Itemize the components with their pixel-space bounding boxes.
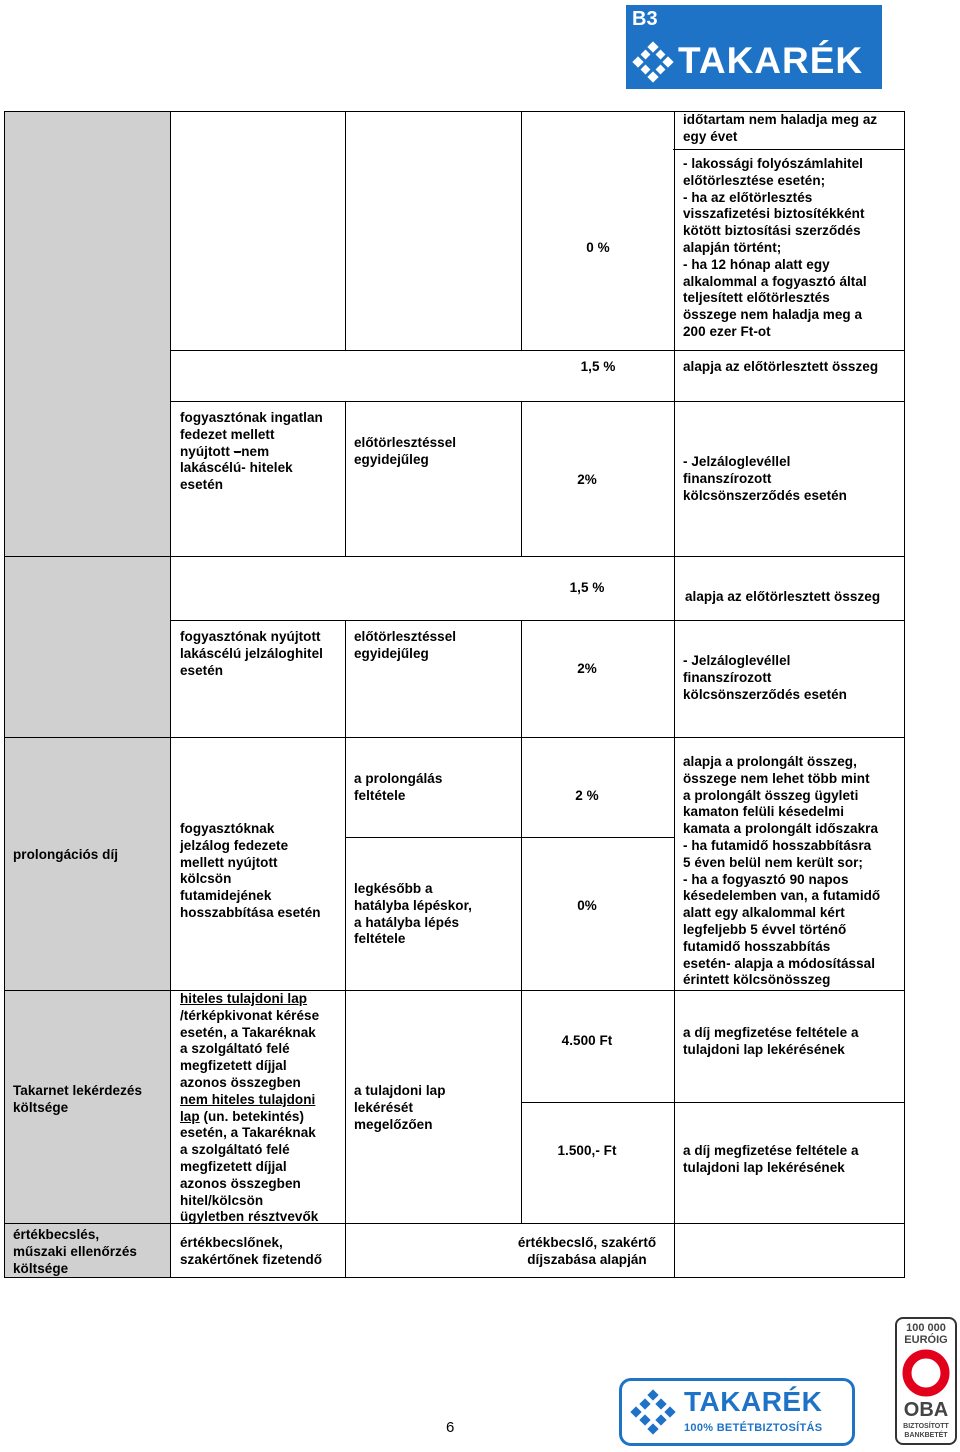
fee-rate-2-second: 2%	[577, 661, 597, 676]
fee-uncertified-extract: 1.500,- Ft	[557, 1143, 617, 1158]
condition-duration: időtartam nem haladja meg az egy évet	[683, 112, 878, 144]
fee-rate-1-5-second: 1,5 %	[569, 580, 605, 595]
oba-badge	[895, 1317, 957, 1445]
logo-brand-text: TAKARÉK	[678, 40, 864, 81]
oba-currency: EURÓIG	[904, 1334, 948, 1346]
takarnet-timing: a tulajdoni lap lekérését megelőzően	[354, 1083, 446, 1132]
banner-tagline: 100% BETÉTBIZTOSÍTÁS	[684, 1422, 823, 1434]
prolongation-case: fogyasztóknak jelzálog fedezete mellett nyújtott kölcsön futamidejének hosszabbítása esetén	[180, 821, 321, 920]
fee-name-takarnet: Takarnet lekérdezés költsége	[13, 1083, 143, 1115]
exemption-conditions: - lakossági folyószámlahitel előtörlesztése esetén; - ha az előtörlesztés visszafizetési biztosítékként kötött biztosítási szerződés alapján történt; - ha 12 hónap alatt egy alkalommal a fogyasztó által teljesített előtörlesztés összege nem haladja meg a 200 ezer Ft-ot	[683, 156, 867, 339]
oba-amount: 100 000	[906, 1322, 946, 1334]
banner-brand: TAKARÉK	[684, 1386, 823, 1417]
fee-rate-zero: 0 %	[586, 240, 610, 255]
fee-rate-prolongation: 2 %	[575, 788, 599, 803]
loan-type-non-housing: fogyasztónak ingatlan fedezet mellett nyújtott –nem lakáscélú- hitelek esetén	[180, 410, 323, 493]
oba-name: OBA	[903, 1399, 949, 1421]
fee-basis-second: alapja az előtörlesztett összeg	[685, 589, 881, 604]
timing-with-prepayment: előtörlesztéssel egyidejűleg	[354, 435, 457, 467]
deposit-insurance-banner	[619, 1378, 855, 1446]
oba-ring-icon	[902, 1349, 950, 1397]
valuation-payee: értékbecslőnek, szakértőnek fizetendő	[180, 1235, 323, 1267]
takarnet-cases: hiteles tulajdoni lap /térképkivonat kérése esetén, a Takaréknak a szolgáltató felé megfizetett díjjal azonos összegben nem hiteles tulajdoni lap (un. betekintés) esetén, a Takaréknak a szolgáltató felé megfizetett díjjal azonos összegben hitel/kölcsön ügyletben résztvevők	[180, 991, 320, 1225]
oba-line1: BIZTOSÍTOTT	[903, 1423, 949, 1430]
certified-extract-condition: a díj megfizetése feltétele a tulajdoni lap lekérésének	[683, 1025, 859, 1057]
page-number: 6	[446, 1419, 455, 1436]
fee-rate-1-5: 1,5 %	[580, 359, 616, 374]
prolongation-deadline: legkésőbb a hatályba lépéskor, a hatályba lépés feltétele	[354, 881, 472, 947]
uncertified-extract-condition: a díj megfizetése feltétele a tulajdoni lap lekérésének	[683, 1143, 859, 1175]
fee-name-valuation: értékbecslés, műszaki ellenőrzés költsége	[13, 1227, 137, 1276]
mortgage-bond-condition: - Jelzáloglevéllel finanszírozott kölcsönszerződés esetén	[683, 454, 847, 503]
logo-diamond-icon	[632, 41, 674, 83]
fee-rate-2: 2%	[577, 472, 597, 487]
oba-line2: BANKBETÉT	[904, 1432, 948, 1439]
valuation-tariff: értékbecslő, szakértő díjszabása alapján	[517, 1235, 657, 1267]
loan-type-housing-mortgage: fogyasztónak nyújtott lakáscélú jelzáloghitel esetén	[180, 629, 323, 678]
gray-cell-prolongation	[5, 738, 170, 990]
fee-name-prolongation: prolongációs díj	[13, 847, 119, 862]
fee-certified-extract: 4.500 Ft	[561, 1033, 613, 1048]
prolongation-condition: a prolongálás feltétele	[354, 771, 443, 803]
fee-basis: alapja az előtörlesztett összeg	[683, 359, 879, 374]
fee-rate-prolongation-zero: 0%	[577, 898, 597, 913]
takarek-logo	[626, 5, 882, 89]
gray-cell-upper	[5, 112, 170, 737]
banner-diamond-icon	[630, 1389, 676, 1435]
prolongation-basis: alapja a prolongált összeg, összege nem lehet több mint a prolongált összeg ügyleti kamaton felüli késedelmi kamata a prolongált időszakra - ha futamidő hosszabbításra 5 éven belül nem került sor; - ha a fogyasztó 90 napos késedelemben van, a futamidő alatt egy alkalommal kért legfeljebb 5 évvel történő futamidő hosszabbítás esetén- alapja a módosítással érintett kölcsönösszeg	[683, 754, 881, 988]
timing-with-prepayment-second: előtörlesztéssel egyidejűleg	[354, 629, 457, 661]
logo-badge-text: B3	[632, 8, 658, 30]
mortgage-bond-condition-second: - Jelzáloglevéllel finanszírozott kölcsönszerződés esetén	[683, 653, 847, 702]
